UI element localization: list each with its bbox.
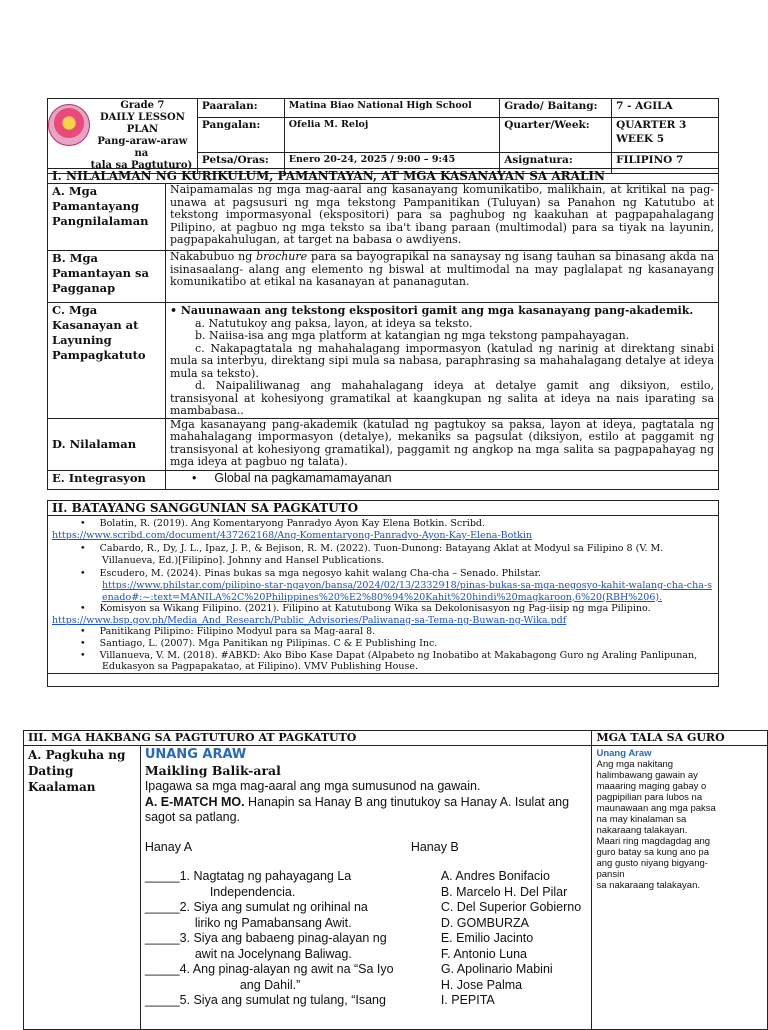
- bullet-glyph: •: [80, 626, 86, 638]
- note-line: na may kinalaman sa: [596, 814, 687, 825]
- teacher-notes-cell: [592, 746, 768, 1030]
- column-b-header: Hanay B: [410, 839, 459, 854]
- reference-item: [52, 638, 714, 650]
- bullet-glyph: •: [80, 568, 86, 580]
- date-label: Petsa/Oras:: [197, 152, 284, 173]
- competency-label: C. Mga Kasanayan at Layuning Pampagkatuto: [48, 303, 166, 419]
- empty-row: [48, 673, 719, 686]
- item-a-3: _____3. Siya ang babaeng pinag-alayan ng: [144, 931, 387, 945]
- bullet-glyph: •: [80, 518, 86, 529]
- activity-intro: Ipagawa sa mga mag-aaral ang mga sumusunod na gawain.: [144, 779, 481, 793]
- integration-label: E. Integrasyon: [48, 470, 166, 489]
- activity-text: Hanapin sa Hanay B ang tinutukoy sa Hanay A. Isulat ang sagot sa patlang.: [144, 794, 570, 824]
- reference-item: [52, 543, 714, 566]
- bullet-glyph: •: [80, 649, 86, 661]
- competency-item-c: c. Nakapagtatala ng mahahalagang impormasyon (katulad ng narinig at direktang sinabi mula sa interbyu, direktang sipi mula sa nabasa, paraphrasing sa mahahalagang detalye at ideya mula sa teksto).: [169, 341, 714, 380]
- activity-instruction: [145, 795, 586, 826]
- content-standard-label: A. Mga Pamantayang Pangnilalaman: [48, 184, 166, 251]
- reference-item: [52, 650, 714, 673]
- note-line: sa nakaraang talakayan.: [596, 880, 701, 891]
- content-label: D. Nilalaman: [48, 418, 166, 470]
- school-logo: [48, 104, 90, 146]
- item-b-3: C. Del Superior Gobierno: [440, 900, 582, 914]
- integration-cell: [165, 470, 718, 489]
- bullet-glyph: •: [80, 543, 86, 555]
- note-day: Unang Araw: [596, 748, 652, 759]
- teacher-value: Ofelia M. Reloj: [284, 118, 499, 153]
- item-a-1-cont: Independencia.: [209, 884, 296, 899]
- note-line: maaaring maging gabay o: [596, 781, 707, 792]
- teacher-label: Pangalan:: [197, 118, 284, 153]
- competency-item-d: d. Naipaliliwanag ang mahahalagang ideya at detalye gamit ang diksiyon, estilo, transisyonal at kohesiyong gramatikal at kaangkupan ng salita at ideya na nais iparating sa mambabasa..: [169, 379, 714, 417]
- column-b-items: [411, 869, 581, 1009]
- note-line: ang gusto niyang bigyang-: [596, 858, 708, 869]
- reference-item: [52, 518, 714, 541]
- bullet-glyph: •: [191, 470, 197, 485]
- competency-head: • Nauunawaan ang tekstong ekspositori gamit ang mga kasanayang pang-akademik.: [169, 304, 694, 317]
- item-b-5: E. Emilio Jacinto: [440, 931, 534, 945]
- grade-label: Grade 7: [120, 100, 165, 111]
- item-b-1: A. Andres Bonifacio: [440, 869, 550, 883]
- day-title: UNANG ARAW: [144, 747, 247, 762]
- section-1-table: [47, 168, 719, 490]
- reference-text: Santiago, L. (2007). Mga Panitikan ng Pilipinas. C & E Publishing Inc.: [99, 637, 438, 649]
- quarter-value: QUARTER 3 WEEK 5: [612, 118, 719, 153]
- item-a-2-cont: liriko ng Pamabansang Awit.: [194, 915, 352, 930]
- subject-value: FILIPINO 7: [612, 152, 719, 173]
- note-line: guro batay sa kung ano pa: [596, 847, 709, 858]
- reference-item: [52, 568, 714, 603]
- item-b-7: G. Apolinario Mabini: [440, 962, 553, 976]
- item-a-4: _____4. Ang pinag-alayan ng awit na “Sa Iyo: [144, 962, 394, 976]
- reference-text: Escudero, M. (2024). Pinas bukas sa mga negosyo kahit walang Cha-cha – Senado. Philstar.: [99, 568, 542, 580]
- content-standard-text: Naipamamalas ng mga mag-aaral ang kasanayang komunikatibo, malikhain, at kritikal na pag-unawa at pagsusuri ng mga tekstong Pampanitikan (Tuluyan) sa Panahon ng Katutubo at tekstong impormasyonal (ekspositori) para sa paghubog ng kaakuhan at pagpapahalagang Pilipino, at pagbuo ng mga teksto sa iba't ibang paraan (multimodal) para sa tiyak na layunin, pagpapakahulugan, at target na babasa o awdiyens.: [165, 184, 718, 251]
- item-b-8: H. Jose Palma: [440, 977, 523, 992]
- reference-link[interactable]: https://www.philstar.com/pilipino-star-ngayon/bansa/2024/02/13/2332918/pinas-bukas-sa-mga-negosyo-kahit-walang-cha-cha-senado#:~:text=MANILA%2C%20Philippines%20%E2%80%94%20Kahit%20hindi%20magkaroon,6%20(RBH%206).: [102, 579, 712, 603]
- reference-item: [52, 626, 714, 638]
- bullet-glyph: •: [80, 603, 86, 615]
- column-a-header: Hanay A: [144, 839, 193, 854]
- item-b-6: F. Antonio Luna: [440, 946, 527, 961]
- item-a-1: _____1. Nagtatag ng pahayagang La: [144, 869, 352, 883]
- note-line: pansin: [596, 869, 625, 880]
- grade-level-label: Grado/ Baitang:: [500, 99, 612, 118]
- note-line: maunawaan ang mga paksa: [596, 803, 716, 814]
- bullet-glyph: •: [80, 637, 86, 649]
- reference-text: Cabardo, R., Dy, J. L., Ipaz, J. P., & Bejison, R. M. (2022). Tuon-Dunong: Batayang Aklat at Modyul sa Filipino 8 (V. M. Villanueva, Ed.)[Filipino]. Johnny and Hansel Publications.: [99, 543, 664, 566]
- activity-name: A. E-MATCH MO.: [144, 794, 245, 809]
- item-a-3-cont: awit na Jocelynang Baliwag.: [194, 946, 352, 961]
- item-b-9: I. PEPITA: [440, 993, 495, 1007]
- item-a-2: _____2. Siya ang sumulat ng orihinal na: [144, 900, 368, 914]
- reference-text: Komisyon sa Wikang Filipino. (2021). Filipino at Katutubong Wika sa Dekolonisasyon ng Pag-iisip ng mga Pilipino.: [99, 603, 651, 615]
- dlp-sub-1: Pang-araw-araw na: [97, 136, 188, 159]
- quarter-label: Quarter/Week:: [500, 118, 612, 153]
- date-value: Enero 20-24, 2025 / 9:00 – 9:45: [284, 152, 499, 173]
- reference-text: Panitikang Pilipino: Filipino Modyul para sa Mag-aaral 8.: [99, 626, 376, 638]
- section-1-title: I. NILALAMAN NG KURIKULUM, PAMANTAYAN, AT MGA KASANAYAN SA ARALIN: [48, 169, 719, 184]
- performance-standard-text: [165, 251, 718, 303]
- subject-label: Asignatura:: [500, 152, 612, 173]
- section-3-title: III. MGA HAKBANG SA PAGTUTURO AT PAGKATUTO: [24, 731, 592, 746]
- integration-text: Global na pagkamamamayanan: [214, 470, 392, 485]
- dlp-sub-2: tala sa Pagtuturo): [90, 160, 193, 171]
- references-cell: [48, 516, 719, 674]
- dlp-label: DAILY LESSON PLAN: [99, 112, 185, 135]
- reference-link[interactable]: https://www.bsp.gov.ph/Media_And_Research/Public_Advisories/Paliwanag-sa-Tema-ng-Buwan-ng-Wika.pdf: [52, 614, 567, 626]
- competency-item-a: a. Natutukoy ang paksa, layon, at ideya sa teksto.: [194, 316, 473, 330]
- review-subtitle: Maikling Balik-aral: [144, 763, 281, 778]
- prior-knowledge-label: A. Pagkuha ng Dating Kaalaman: [24, 746, 141, 1030]
- column-a-items: [145, 869, 411, 1009]
- note-line: Ang mga nakitang: [596, 759, 674, 770]
- item-a-5: _____5. Siya ang sumulat ng tulang, “Isang: [144, 993, 386, 1007]
- reference-item: [52, 603, 714, 626]
- school-label: Paaralan:: [197, 99, 284, 118]
- reference-link[interactable]: https://www.scribd.com/document/437262168/Ang-Komentaryong-Panradyo-Ayon-Kay-Elena-Botkin: [52, 529, 533, 541]
- item-a-4-cont: ang Dahil.”: [239, 977, 301, 992]
- competency-item-b: b. Naiisa-isa ang mga platform at katangian ng mga tekstong pampahayagan.: [194, 329, 630, 342]
- item-b-2: B. Marcelo H. Del Pilar: [440, 884, 568, 899]
- section-3-table: [23, 730, 768, 1030]
- header-table: [47, 98, 719, 174]
- perf-text-em: brochure: [256, 250, 308, 263]
- column-headers: [145, 840, 586, 856]
- content-text: Mga kasanayang pang-akademik (katulad ng pagtukoy sa paksa, layon at ideya, pagtatala ng mahahalagang impormasyon (detalye), mekaniks sa pagsulat (diksiyon, estilo at paggamit ng transisyonal at kohesiyong gramatikal), paggamit ng angkop na mga salita sa pagpapahayag ng mga ideya at pagbuo ng talata).: [165, 418, 718, 470]
- note-line: Maari ring magdagdag ang: [596, 836, 711, 847]
- perf-text-pre: Nakabubuo ng: [169, 250, 257, 263]
- section-2-table: [47, 500, 719, 687]
- school-meta: [48, 99, 198, 174]
- note-line: nakaraang talakayan.: [596, 825, 688, 836]
- grade-level-value: 7 - AGILA: [612, 99, 719, 118]
- note-line: pagpipilian para lubos na: [596, 792, 703, 803]
- competency-cell: [165, 303, 718, 419]
- performance-standard-label: B. Mga Pamantayan sa Pagganap: [48, 251, 166, 303]
- notes-title: MGA TALA SA GURO: [592, 731, 768, 746]
- school-value: Matina Biao National High School: [284, 99, 499, 118]
- activity-cell: [140, 746, 592, 1030]
- reference-text: Bolatin, R. (2019). Ang Komentaryong Panradyo Ayon Kay Elena Botkin. Scribd.: [99, 518, 486, 529]
- note-line: halimbawang gawain ay: [596, 770, 698, 781]
- reference-text: Villanueva, V. M. (2018). #ABKD: Ako Bibo Kase Dapat (Alpabeto ng Inobatibo at Makabagong Guro ng Araling Panlipunan, Edukasyon sa Pagpapakatao, at Filipino). VMV Publishing House.: [99, 649, 698, 673]
- perf-text-post: para sa bayograpikal na sanaysay ng isang tauhan sa binasang akda na isinasaalang- alang ang elemento ng biswal at multimodal na may paglalapat ng kasanayang komunikatibo at etikal na kasanayan at pananagutan.: [169, 250, 714, 288]
- section-2-title: II. BATAYANG SANGGUNIAN SA PAGKATUTO: [48, 501, 719, 516]
- item-b-4: D. GOMBURZA: [440, 915, 530, 930]
- match-list: [145, 869, 586, 1009]
